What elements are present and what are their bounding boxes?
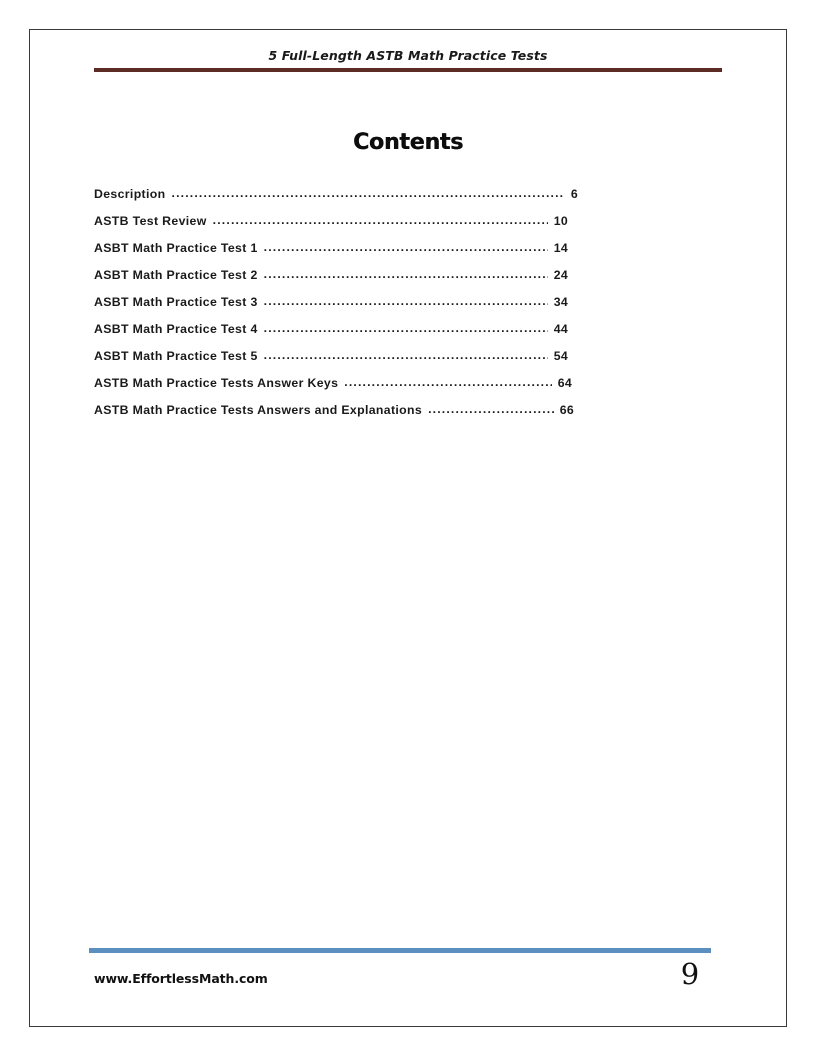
toc-entry-page: 64 bbox=[557, 376, 572, 390]
toc-entry-page: 44 bbox=[553, 322, 568, 336]
toc-entry-page: 10 bbox=[553, 214, 568, 228]
toc-entry-page: 6 bbox=[570, 187, 578, 201]
toc-entry-title: ASBT Math Practice Test 3 bbox=[94, 295, 258, 309]
toc-entry[interactable] bbox=[94, 240, 568, 267]
toc-entry-title: ASTB Math Practice Tests Answers and Explanations bbox=[94, 403, 423, 417]
toc-entry[interactable] bbox=[94, 321, 568, 348]
page-header bbox=[94, 48, 722, 64]
toc-entry-page: 54 bbox=[553, 349, 568, 363]
footer-website[interactable]: www.EffortlessMath.com bbox=[94, 971, 268, 986]
toc-entry[interactable] bbox=[94, 186, 578, 213]
toc-entry-title: Description bbox=[94, 187, 166, 201]
toc-entry-title: ASBT Math Practice Test 2 bbox=[94, 268, 258, 282]
toc-entry-title: ASTB Test Review bbox=[94, 214, 207, 228]
toc-entry-title: ASBT Math Practice Test 1 bbox=[94, 241, 258, 255]
toc-entry-title: ASTB Math Practice Tests Answer Keys bbox=[94, 376, 339, 390]
toc-entry[interactable] bbox=[94, 348, 568, 375]
toc-leader-dots bbox=[264, 348, 548, 360]
toc-entry-page: 34 bbox=[553, 295, 568, 309]
toc-entry[interactable] bbox=[94, 375, 572, 402]
toc-entry-page: 24 bbox=[553, 268, 568, 282]
toc-entry[interactable] bbox=[94, 402, 574, 429]
toc-leader-dots bbox=[264, 321, 548, 333]
page-title: Contents bbox=[352, 130, 464, 155]
toc-entry[interactable] bbox=[94, 213, 568, 240]
toc-entry-page: 14 bbox=[553, 241, 568, 255]
toc-leader-dots bbox=[344, 375, 551, 387]
toc-entry[interactable] bbox=[94, 294, 568, 321]
toc-entry-title: ASBT Math Practice Test 5 bbox=[94, 349, 258, 363]
toc-leader-dots bbox=[172, 186, 565, 198]
header-divider bbox=[94, 68, 722, 72]
toc-entry[interactable] bbox=[94, 267, 568, 294]
toc-leader-dots bbox=[264, 267, 548, 279]
toc-leader-dots bbox=[428, 402, 554, 414]
toc-leader-dots bbox=[264, 240, 548, 252]
footer-page-number: 9 bbox=[680, 957, 700, 991]
header-title: 5 Full-Length ASTB Math Practice Tests bbox=[268, 48, 548, 63]
toc-entry-title: ASBT Math Practice Test 4 bbox=[94, 322, 258, 336]
footer-divider bbox=[89, 948, 711, 953]
table-of-contents bbox=[94, 186, 722, 429]
toc-leader-dots bbox=[264, 294, 548, 306]
toc-leader-dots bbox=[213, 213, 548, 225]
page-border bbox=[29, 29, 787, 1027]
toc-entry-page: 66 bbox=[559, 403, 574, 417]
